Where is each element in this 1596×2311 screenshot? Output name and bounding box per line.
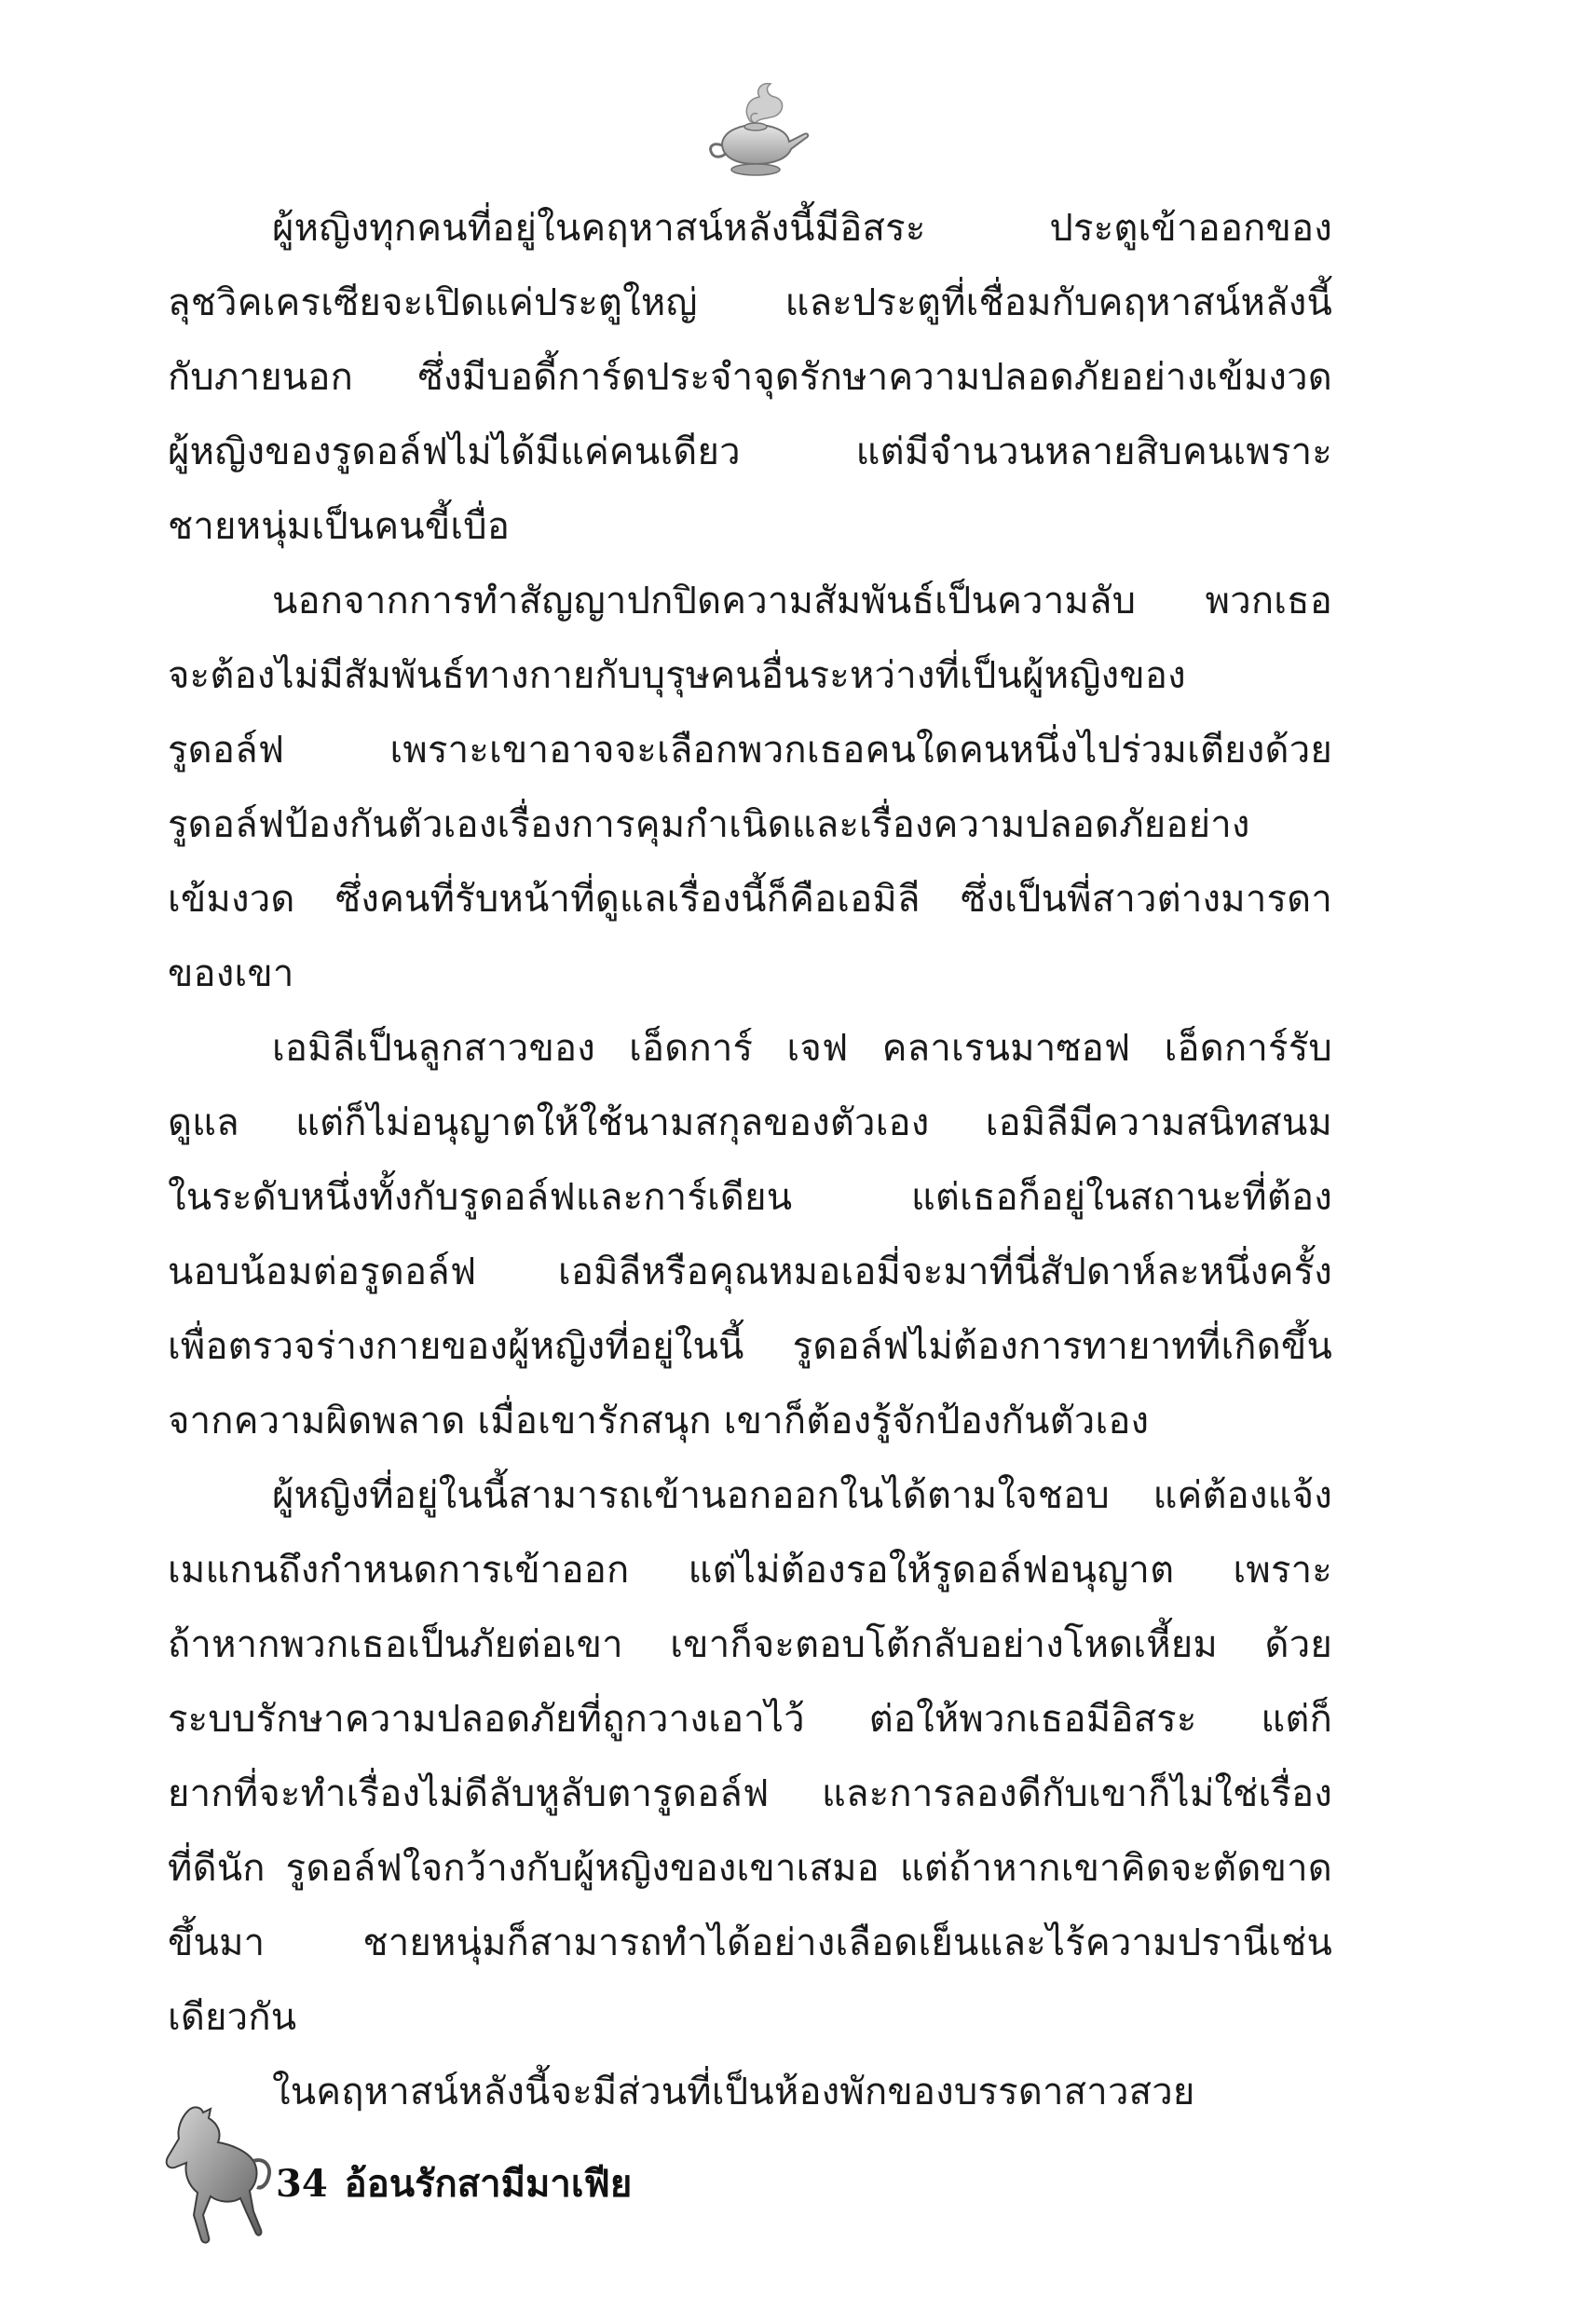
- paragraph-4-line-2: เมแกนถึงกำหนดการเข้าออก แต่ไม่ต้องรอให้รูดอล์ฟอนุญาต เพราะ: [168, 1549, 1332, 1592]
- paragraph-1-line-5: ชายหนุ่มเป็นคนขี้เบื่อ: [168, 505, 511, 548]
- paragraph-2-line-5: เข้มงวด ซึ่งคนที่รับหน้าที่ดูแลเรื่องนี้ก็คือเอมิลี ซึ่งเป็นพี่สาวต่างมารดา: [168, 878, 1332, 921]
- paragraph-3-line-1: เอมิลีเป็นลูกสาวของ เอ็ดการ์ เจฟ คลาเรนมาซอฟ เอ็ดการ์รับ: [272, 1027, 1332, 1070]
- paragraph-4-line-3: ถ้าหากพวกเธอเป็นภัยต่อเขา เขาก็จะตอบโต้กลับอย่างโหดเหี้ยม ด้วย: [168, 1623, 1332, 1666]
- book-title: อ้อนรักสามีมาเฟีย: [344, 2162, 633, 2206]
- paragraph-5-line-1: ในคฤหาสน์หลังนี้จะมีส่วนที่เป็นห้องพักของบรรดาสาวสวย: [272, 2071, 1195, 2113]
- paragraph-3-line-3: ในระดับหนึ่งทั้งกับรูดอล์ฟและการ์เดียน แต่เธอก็อยู่ในสถานะที่ต้อง: [168, 1176, 1332, 1219]
- paragraph-2-line-4: รูดอล์ฟป้องกันตัวเองเรื่องการคุมกำเนิดและเรื่องความปลอดภัยอย่าง: [168, 803, 1250, 846]
- paragraph-4-line-7: ขึ้นมา ชายหนุ่มก็สามารถทำได้อย่างเลือดเย็นและไร้ความปรานีเช่น: [168, 1921, 1332, 1964]
- paragraph-3-line-6: จากความผิดพลาด เมื่อเขารักสนุก เขาก็ต้องรู้จักป้องกันตัวเอง: [168, 1400, 1150, 1443]
- footer-caption: [276, 2154, 632, 2213]
- paragraph-1-line-2: ลุชวิคเครเซียจะเปิดแค่ประตูใหญ่ และประตูที่เชื่อมกับคฤหาสน์หลังนี้: [168, 281, 1332, 324]
- paragraph-2-line-3: รูดอล์ฟ เพราะเขาอาจจะเลือกพวกเธอคนใดคนหนึ่งไปร่วมเตียงด้วย: [168, 729, 1332, 772]
- paragraph-4-line-1: ผู้หญิงที่อยู่ในนี้สามารถเข้านอกออกในได้ตามใจชอบ แค่ต้องแจ้ง: [272, 1474, 1332, 1517]
- paragraph-1-line-1: ผู้หญิงทุกคนที่อยู่ในคฤหาสน์หลังนี้มีอิสระ ประตูเข้าออกของ: [272, 207, 1332, 250]
- paragraph-1-line-3: กับภายนอก ซึ่งมีบอดี้การ์ดประจำจุดรักษาความปลอดภัยอย่างเข้มงวด: [168, 356, 1332, 399]
- horse-icon: [157, 2101, 278, 2250]
- page-number: 34: [276, 2162, 328, 2206]
- paragraph-3-line-4: นอบน้อมต่อรูดอล์ฟ เอมิลีหรือคุณหมอเอมี่จะมาที่นี่สัปดาห์ละหนึ่งครั้ง: [168, 1251, 1332, 1293]
- page-footer: [157, 2101, 716, 2250]
- paragraph-4-line-4: ระบบรักษาความปลอดภัยที่ถูกวางเอาไว้ ต่อให้พวกเธอมีอิสระ แต่ก็: [168, 1698, 1332, 1741]
- paragraph-2-line-2: จะต้องไม่มีสัมพันธ์ทางกายกับบุรุษคนอื่นระหว่างที่เป็นผู้หญิงของ: [168, 654, 1186, 697]
- paragraph-1-line-4: ผู้หญิงของรูดอล์ฟไม่ได้มีแค่คนเดียว แต่มีจำนวนหลายสิบคนเพราะ: [168, 431, 1332, 473]
- paragraph-4-line-6: ที่ดีนัก รูดอล์ฟใจกว้างกับผู้หญิงของเขาเสมอ แต่ถ้าหากเขาคิดจะตัดขาด: [168, 1847, 1332, 1890]
- paragraph-2-line-6: ของเขา: [168, 952, 294, 995]
- paragraph-3-line-5: เพื่อตรวจร่างกายของผู้หญิงที่อยู่ในนี้ รูดอล์ฟไม่ต้องการทายาทที่เกิดขึ้น: [168, 1325, 1332, 1368]
- paragraph-4-line-5: ยากที่จะทำเรื่องไม่ดีลับหูลับตารูดอล์ฟ และการลองดีกับเขาก็ไม่ใช่เรื่อง: [168, 1772, 1332, 1815]
- paragraph-2-line-1: นอกจากการทำสัญญาปกปิดความสัมพันธ์เป็นความลับ พวกเธอ: [272, 580, 1332, 622]
- paragraph-3-line-2: ดูแล แต่ก็ไม่อนุญาตให้ใช้นามสกุลของตัวเอง เอมิลีมีความสนิทสนม: [168, 1101, 1332, 1144]
- genie-lamp-icon: [694, 76, 815, 179]
- paragraph-4-line-8: เดียวกัน: [168, 1996, 297, 2039]
